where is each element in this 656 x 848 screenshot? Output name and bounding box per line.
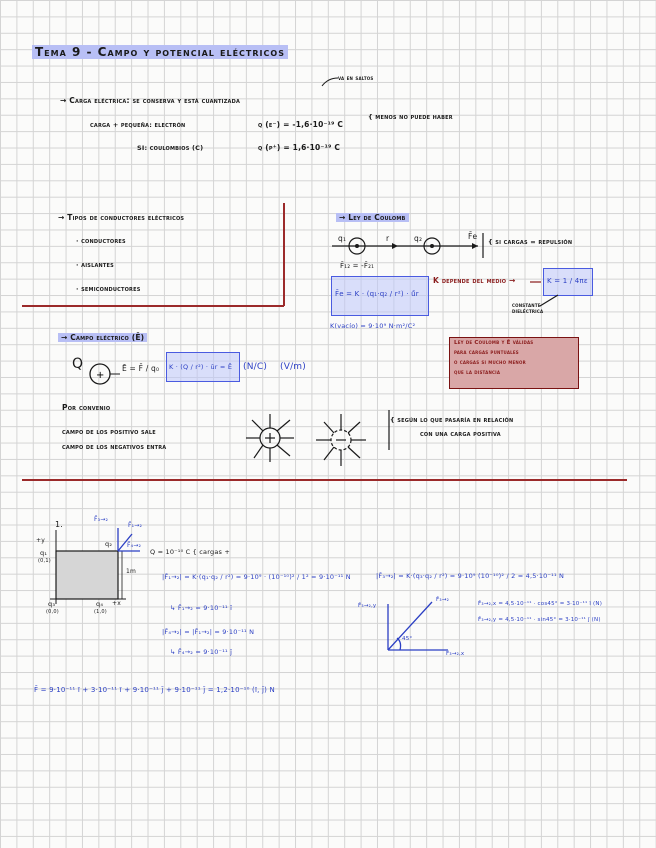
result: F̄ = 9·10⁻¹¹ ī + 3·10⁻¹¹ ī + 9·10⁻¹¹ j̄ + 9·10⁻¹¹ j̄ = 1,2·10⁻¹⁰ (ī, j̄) N	[34, 686, 275, 694]
q1-label: q₁	[40, 549, 48, 557]
validity-line-1: Ley de Coulomb y Ē válidas	[454, 340, 534, 346]
k-constante: constante dieléctrica	[512, 303, 544, 315]
f32-label: F̄₃→₂	[94, 516, 109, 523]
page-title: Tema 9 - Campo y potencial eléctricos	[32, 45, 288, 59]
positive-field-diagram	[246, 414, 294, 462]
validity-line-3: o cargas si mucho menor	[454, 360, 526, 366]
coulomb-fpair: F̄₁₂ = -F̄₂₁	[340, 262, 375, 270]
coulomb-r: r	[386, 234, 390, 243]
charge-square	[50, 528, 140, 604]
convenio-title: Por convenio	[62, 403, 111, 412]
coulomb-formula: F̄e = K · (q₁·q₂ / r²) · ū̄r	[335, 290, 419, 298]
problem-label: 1.	[55, 520, 64, 529]
eq-f32: |F̄₃→₂| = K·(q₃·q₂ / r²) = 9·10⁹ (10⁻¹⁰)² / 2 = 4,5·10⁻¹¹ N	[376, 572, 565, 580]
coulomb-note: { si cargas = repulsión	[488, 238, 573, 246]
eq-f42-vec: ↳ F̄₄→₂ = 9·10⁻¹¹ j̄	[170, 648, 233, 656]
q3-coord: (0,0)	[46, 609, 59, 615]
tipos-item-2: · aislantes	[76, 261, 114, 269]
carga-label: → Carga eléctrica: se conserva y está cuantizada	[60, 96, 241, 105]
diag-f: F̄₃→₂	[436, 597, 449, 603]
campo-eq: Ē = F̄ / q₀	[122, 364, 160, 373]
q3-label: q₃	[48, 600, 56, 608]
k-vacio: K(vacío) = 9·10⁹ N·m²/C²	[330, 322, 416, 330]
f12-label: F̄₁→₂	[128, 522, 143, 529]
negative-field-diagram	[316, 414, 366, 466]
eq-f12: |F̄₁→₂| = K·(q₁·q₂ / r²) = 9·10⁹ · (10⁻¹⁰)² / 1² = 9·10⁻¹¹ N	[162, 573, 351, 581]
component-diagram	[388, 602, 448, 650]
carga-line1-eq: q (e⁻) = -1,6·10⁻¹⁹ C	[258, 120, 344, 129]
campo-units-2: (V/m)	[280, 362, 306, 372]
coulomb-fe: F̄e	[468, 232, 478, 241]
note-arrow	[322, 78, 338, 86]
validity-line-2: para cargas puntuales	[454, 350, 519, 356]
eq-f12-vec: ↳ F̄₁→₂ = 9·10⁻¹¹ ī	[170, 604, 233, 612]
svg-text:+: +	[96, 370, 105, 381]
segun-2: con una carga positiva	[420, 430, 501, 438]
coulomb-q2: q₂	[414, 234, 423, 243]
convenio-1: campo de los positivo sale	[62, 428, 156, 436]
coulomb-k-note: K depende del medio →	[433, 276, 516, 285]
campo-charge	[90, 364, 120, 384]
campo-title: → Campo eléctrico (Ē)	[58, 333, 147, 342]
carga-line2: SI: coulombios (C)	[137, 144, 204, 152]
campo-units-1: (N/C)	[243, 362, 268, 372]
carga-line1: carga + pequeña: electrón	[90, 121, 186, 129]
campo-Q: Q	[72, 356, 84, 372]
convenio-2: campo de los negativos entra	[62, 443, 167, 451]
side-length: 1m	[126, 568, 137, 575]
diag-fx: F̄₃→₂,x	[446, 651, 465, 657]
q1-coord: (0,1)	[38, 558, 51, 564]
campo-box-text: K · (Q / r²) · ūr = Ē	[169, 363, 233, 371]
axis-x: +x	[112, 600, 121, 607]
coulomb-title: → Ley de Coulomb	[336, 213, 409, 222]
tipos-item-1: · conductores	[76, 237, 126, 245]
eq-fy: F̄₃→₂,y = 4,5·10⁻¹¹ · sin45° = 3·10⁻¹¹ j̄ (N)	[478, 617, 601, 623]
carga-note: va en saltos	[338, 75, 374, 82]
segun-1: { según lo que pasaría en relación	[390, 416, 514, 424]
tipos-item-3: · semiconductores	[76, 285, 141, 293]
f42-label: F̄₄→₂	[127, 542, 142, 549]
carga-line1-note: { menos no puede haber	[368, 113, 453, 121]
tipos-title: → Tipos de conductores eléctricos	[58, 213, 185, 222]
q2-label: q₂	[105, 540, 113, 548]
diag-fy: F̄₃→₂,y	[358, 603, 377, 609]
diag-angle: 45°	[402, 636, 413, 642]
eq-fx: F̄₃→₂,x = 4,5·10⁻¹¹ · cos45° = 3·10⁻¹¹ ī (N)	[478, 601, 603, 607]
validity-line-4: que la distancia	[454, 370, 501, 376]
axis-y: +y	[36, 537, 45, 544]
coulomb-diagram	[332, 233, 483, 258]
eq-f42: |F̄₄→₂| = |F̄₁→₂| = 9·10⁻¹¹ N	[162, 628, 255, 636]
coulomb-q1: q₁	[338, 234, 347, 243]
problem-given: Q = 10⁻¹⁰ C { cargas +	[150, 548, 231, 556]
k-formula: K = 1 / 4πε	[547, 277, 588, 285]
q4-coord: (1,0)	[94, 609, 107, 615]
q4-label: q₄	[96, 600, 104, 608]
carga-line2-eq: q (p⁺) = 1,6·10⁻¹⁹ C	[258, 143, 341, 152]
